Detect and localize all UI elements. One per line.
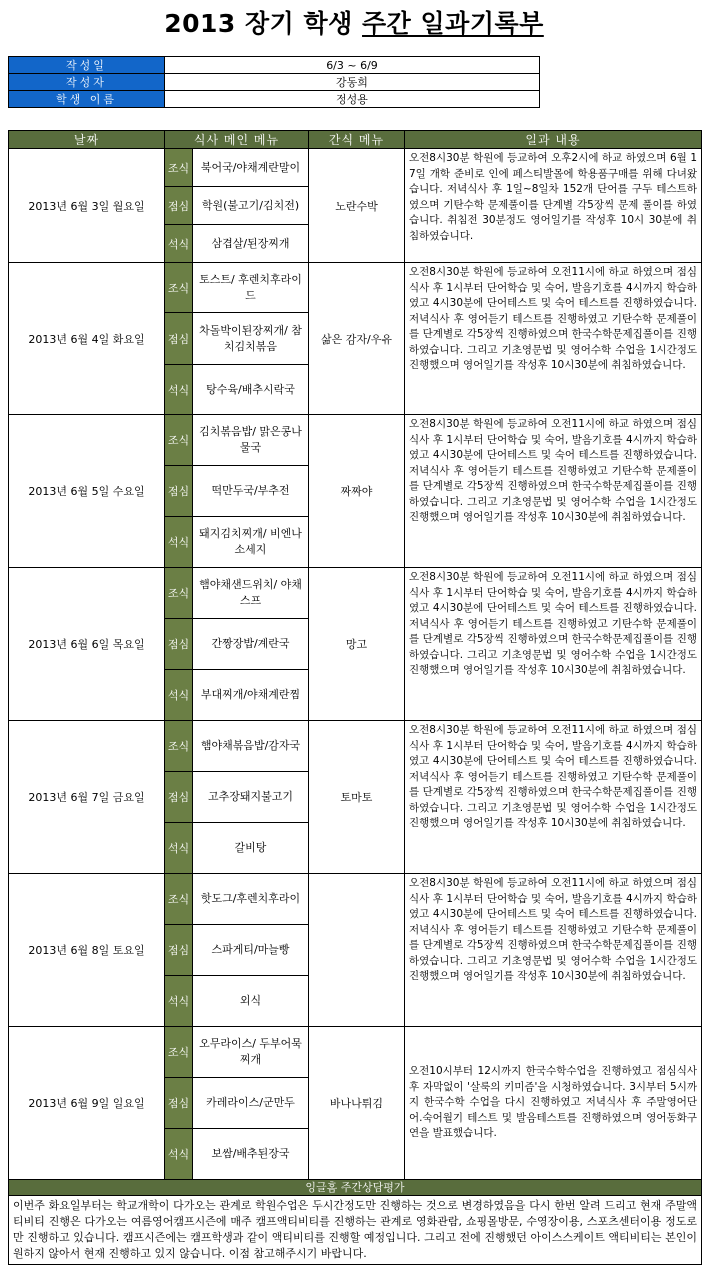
day-snack: 짜짜야 <box>309 415 405 568</box>
day-row <box>9 149 702 187</box>
menu-dinner: 부대찌개/야채계란찜 <box>193 670 309 721</box>
day-content: 오전10시부터 12시까지 한국수학수업을 진행하였고 점심식사후 자막없이 '살룩의 키미즘'을 시청하였습니다. 3시부터 5시까지 한국수학 수업을 다시 진행하였고 저녁식사 후 주말영어단어.숙어월기 테스트 및 발음테스트를 진행하였으며 영어동화구연을 발표했습니다. <box>405 1027 702 1180</box>
menu-breakfast: 김치볶음밥/ 맑은콩나물국 <box>193 415 309 466</box>
menu-lunch: 차돌박이된장찌개/ 참치김치볶음 <box>193 313 309 365</box>
menu-lunch: 떡만두국/부추전 <box>193 466 309 517</box>
menu-dinner: 삼겹살/된장찌개 <box>193 225 309 263</box>
info-table <box>8 56 540 108</box>
day-content: 오전8시30분 학원에 등교하여 오전11시에 하교 하였으며 점심식사 후 1시부터 단어학습 및 숙어, 발음기호를 4시까지 학습하였고 4시30분에 단어테스트 및 숙어 테스트를 진행하였습니다.저녁식사 후 영어듣기 테스트를 진행하였고 기탄수학 문제풀이를 단계별로 각5장씩 진행하였으며 한국수학문제집풀이를 진행하였습니다. 그리고 기초영문법 및 영어수학 수업을 1시간정도 진행했으며 영어일기를 작성후 10시30분에 취침하였습니다. <box>405 415 702 568</box>
day-date: 2013년 6월 5일 수요일 <box>9 415 165 568</box>
menu-dinner: 탕수육/배추시락국 <box>193 365 309 415</box>
day-snack <box>309 874 405 1027</box>
day-row <box>9 568 702 619</box>
day-snack: 삶은 감자/우유 <box>309 263 405 415</box>
header-date: 날짜 <box>9 131 165 149</box>
menu-dinner: 갈비탕 <box>193 823 309 874</box>
day-date: 2013년 6월 8일 토요일 <box>9 874 165 1027</box>
summary-title: 잉글홈 주간상담평가 <box>9 1180 702 1196</box>
menu-dinner: 돼지김치찌개/ 비엔나소세지 <box>193 517 309 568</box>
day-snack: 바나나튀김 <box>309 1027 405 1180</box>
info-label: 작성일 <box>9 57 165 74</box>
meal-label-breakfast: 조식 <box>165 1027 193 1078</box>
meal-label-lunch: 점심 <box>165 466 193 517</box>
menu-lunch: 학원(불고기/김치전) <box>193 187 309 225</box>
day-content: 오전8시30분 학원에 등교하여 오전11시에 하교 하였으며 점심식사 후 1시부터 단어학습 및 숙어, 발음기호를 4시까지 학습하였고 4시30분에 단어테스트 및 숙어 테스트를 진행하였습니다.저녁식사 후 영어듣기 테스트를 진행하였고 기탄수학 문제풀이를 단계별로 각5장씩 진행하였으며 한국수학문제집풀이를 진행하였습니다. 그리고 기초영문법 및 영어수학 수업을 1시간정도 진행했으며 영어일기를 작성후 10시30분에 취침하였습니다. <box>405 568 702 721</box>
meal-label-lunch: 점심 <box>165 619 193 670</box>
day-date: 2013년 6월 3일 월요일 <box>9 149 165 263</box>
menu-breakfast: 햄야채샌드위치/ 야채스프 <box>193 568 309 619</box>
menu-lunch: 스파게티/마늘빵 <box>193 925 309 976</box>
header-snack: 간식 메뉴 <box>309 131 405 149</box>
menu-dinner: 외식 <box>193 976 309 1027</box>
day-content: 오전8시30분 학원에 등교하여 오후2시에 하교 하였으며 6월 17일 개학 준비로 인에 페스티발몰에 학용품구매를 위해 다녀왔습니다. 저녁식사 후 1일~8일차 152개 단어를 구두 테스트하였으며 기탄수학 문제풀이를 단계별 각5장씩 문제 풀이를 하였습니다. 취침전 30분정도 영어일기를 작성후 10시 30분에 취침하였습니다. <box>405 149 702 263</box>
meal-label-lunch: 점심 <box>165 313 193 365</box>
day-row <box>9 1027 702 1078</box>
meal-label-dinner: 석식 <box>165 365 193 415</box>
header-menu: 식사 메인 메뉴 <box>165 131 309 149</box>
daily-log-table <box>8 130 702 1265</box>
meal-label-breakfast: 조식 <box>165 874 193 925</box>
meal-label-dinner: 석식 <box>165 1129 193 1180</box>
title-main: 장기 학생 <box>245 9 353 38</box>
day-date: 2013년 6월 4일 화요일 <box>9 263 165 415</box>
day-snack: 망고 <box>309 568 405 721</box>
day-date: 2013년 6월 9일 일요일 <box>9 1027 165 1180</box>
menu-breakfast: 핫도그/후렌치후라이 <box>193 874 309 925</box>
menu-breakfast: 햄야채볶음밥/감자국 <box>193 721 309 772</box>
menu-lunch: 카레라이스/군만두 <box>193 1078 309 1129</box>
day-date: 2013년 6월 7일 금요일 <box>9 721 165 874</box>
info-value: 6/3 ~ 6/9 <box>165 57 540 74</box>
menu-lunch: 간짱장밥/계란국 <box>193 619 309 670</box>
summary-row <box>9 1196 702 1265</box>
meal-label-lunch: 점심 <box>165 1078 193 1129</box>
meal-label-breakfast: 조식 <box>165 149 193 187</box>
meal-label-lunch: 점심 <box>165 187 193 225</box>
menu-breakfast: 오무라이스/ 두부어묵찌개 <box>193 1027 309 1078</box>
info-row <box>9 74 540 91</box>
day-snack: 토마토 <box>309 721 405 874</box>
meal-label-breakfast: 조식 <box>165 721 193 772</box>
header-content: 일과 내용 <box>405 131 702 149</box>
day-snack: 노란수박 <box>309 149 405 263</box>
info-label: 작성자 <box>9 74 165 91</box>
day-date: 2013년 6월 6일 목요일 <box>9 568 165 721</box>
info-row <box>9 57 540 74</box>
meal-label-dinner: 석식 <box>165 670 193 721</box>
summary-text: 이번주 화요일부터는 학교개학이 다가오는 관계로 학원수업은 두시간정도만 진행하는 것으로 변경하였음을 다시 한번 알려 드리고 현재 주말액티비티 진행은 다가오는 여름영어캠프시즌에 매주 캠프액티비티를 진행하는 관계로 영화관람, 쇼핑몰방문, 수영장이용, 스포츠센터이용 정도로만 진행하고 있습니다. 캠프시즌에는 캠프학생과 같이 액티비티를 진행할 예정입니다. 그리고 전에 진행했던 아이스스케이트 액티비티는 본인이 원하지 않아서 현재 진행하고 있지 않습니다. 이점 참고해주시기 바랍니다. <box>9 1196 702 1265</box>
meal-label-dinner: 석식 <box>165 823 193 874</box>
meal-label-breakfast: 조식 <box>165 568 193 619</box>
day-content: 오전8시30분 학원에 등교하여 오전11시에 하교 하였으며 점심식사 후 1시부터 단어학습 및 숙어, 발음기호를 4시까지 학습하였고 4시30분에 단어테스트 및 숙어 테스트를 진행하였습니다.저녁식사 후 영어듣기 테스트를 진행하였고 기탄수학 문제풀이를 단계별로 각5장씩 진행하였으며 한국수학문제집풀이를 진행하였습니다. 그리고 기초영문법 및 영어수학 수업을 1시간정도 진행했으며 영어일기를 작성후 10시30분에 취침하였습니다. <box>405 263 702 415</box>
meal-label-breakfast: 조식 <box>165 263 193 313</box>
day-row <box>9 874 702 925</box>
day-content: 오전8시30분 학원에 등교하여 오전11시에 하교 하였으며 점심식사 후 1시부터 단어학습 및 숙어, 발음기호를 4시까지 학습하였고 4시30분에 단어테스트 및 숙어 테스트를 진행하였습니다.저녁식사 후 영어듣기 테스트를 진행하였고 기탄수학 문제풀이를 단계별로 각5장씩 진행하였으며 한국수학문제집풀이를 진행하였습니다. 그리고 기초영문법 및 영어수학 수업을 1시간정도 진행했으며 영어일기를 작성후 10시30분에 취침하였습니다. <box>405 874 702 1027</box>
day-row <box>9 263 702 313</box>
meal-label-lunch: 점심 <box>165 772 193 823</box>
meal-label-dinner: 석식 <box>165 976 193 1027</box>
info-label: 학생 이름 <box>9 91 165 108</box>
page-title <box>0 4 708 40</box>
menu-lunch: 고추장돼지불고기 <box>193 772 309 823</box>
meal-label-dinner: 석식 <box>165 517 193 568</box>
menu-breakfast: 북어국/야채계란말이 <box>193 149 309 187</box>
day-row <box>9 721 702 772</box>
day-row <box>9 415 702 466</box>
menu-breakfast: 토스트/ 후렌치후라이드 <box>193 263 309 313</box>
title-underlined: 주간 일과기록부 <box>362 9 544 38</box>
header-row <box>9 131 702 149</box>
info-value: 강동희 <box>165 74 540 91</box>
info-value: 정성용 <box>165 91 540 108</box>
day-content: 오전8시30분 학원에 등교하여 오전11시에 하교 하였으며 점심식사 후 1시부터 단어학습 및 숙어, 발음기호를 4시까지 학습하였고 4시30분에 단어테스트 및 숙어 테스트를 진행하였습니다.저녁식사 후 영어듣기 테스트를 진행하였고 기탄수학 문제풀이를 단계별로 각5장씩 진행하였으며 한국수학문제집풀이를 진행하였습니다. 그리고 기초영문법 및 영어수학 수업을 1시간정도 진행했으며 영어일기를 작성후 10시30분에 취침하였습니다. <box>405 721 702 874</box>
info-row <box>9 91 540 108</box>
title-year: 2013 <box>164 9 236 38</box>
meal-label-dinner: 석식 <box>165 225 193 263</box>
meal-label-breakfast: 조식 <box>165 415 193 466</box>
days-body <box>9 149 702 1180</box>
summary-header-row <box>9 1180 702 1196</box>
meal-label-lunch: 점심 <box>165 925 193 976</box>
menu-dinner: 보쌈/배추된장국 <box>193 1129 309 1180</box>
